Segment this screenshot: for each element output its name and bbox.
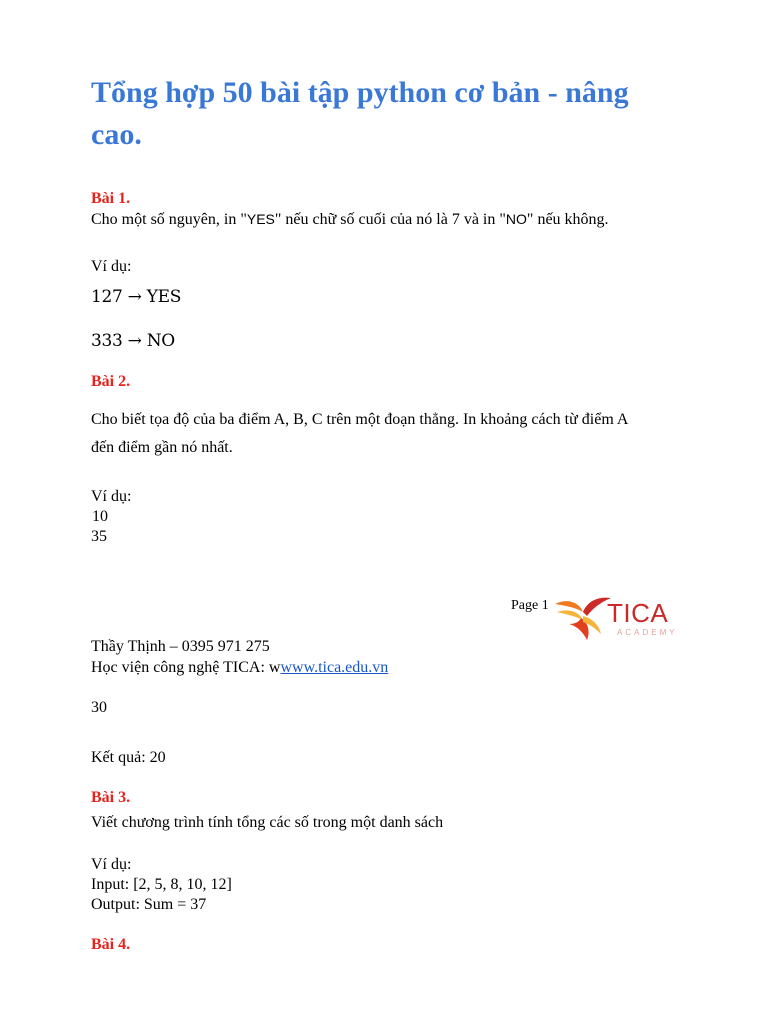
exercise-1-example-2: 333 → NO xyxy=(91,331,175,351)
exercise-2-heading: Bài 2. xyxy=(91,373,131,390)
school-prefix: Học viện công nghệ TICA: w xyxy=(91,659,281,676)
exercise-2-result: Kết quả: 20 xyxy=(91,749,166,766)
exercise-1-no-word: NO xyxy=(505,211,527,227)
exercise-1-example-1: 127 → YES xyxy=(91,287,182,307)
document-title-line-1: Tổng hợp 50 bài tập python cơ bản - nâng xyxy=(91,76,629,109)
exercise-1-heading: Bài 1. xyxy=(91,190,131,207)
exercise-4-heading: Bài 4. xyxy=(91,936,131,953)
exercise-1-yes-word: YES xyxy=(246,211,275,227)
logo-subtext: ACADEMY xyxy=(617,628,678,637)
exercise-1-text xyxy=(91,209,609,230)
exercise-3-heading: Bài 3. xyxy=(91,789,131,806)
author-line: Thầy Thịnh – 0395 971 275 xyxy=(91,638,270,655)
document-title-line-2: cao. xyxy=(91,118,142,151)
exercise-2-input-1: 10 xyxy=(92,508,108,525)
exercise-2-example-label: Ví dụ: xyxy=(91,488,132,505)
exercise-2-text-line-2: đến điểm gần nó nhất. xyxy=(91,439,233,456)
exercise-1-text-c: " nếu không. xyxy=(526,211,609,228)
tica-academy-logo xyxy=(553,594,678,642)
exercise-2-input-3: 30 xyxy=(91,699,107,716)
exercise-1-text-a: Cho một số nguyên, in " xyxy=(91,211,247,228)
exercise-3-input: Input: [2, 5, 8, 10, 12] xyxy=(91,876,232,893)
exercise-1-example-label: Ví dụ: xyxy=(91,258,132,275)
school-website-link[interactable]: www.tica.edu.vn xyxy=(280,659,389,676)
exercise-3-text: Viết chương trình tính tổng các số trong một danh sách xyxy=(91,814,444,831)
exercise-2-input-2: 35 xyxy=(91,528,107,545)
page-number: Page 1 xyxy=(511,598,549,613)
exercise-2-text-line-1: Cho biết tọa độ của ba điểm A, B, C trên một đoạn thẳng. In khoảng cách từ điểm A xyxy=(91,411,629,428)
phoenix-logo-icon xyxy=(553,594,613,642)
exercise-3-output: Output: Sum = 37 xyxy=(91,896,207,913)
school-line xyxy=(91,658,388,678)
logo-text: TICA xyxy=(607,598,669,628)
exercise-3-example-label: Ví dụ: xyxy=(91,856,132,873)
exercise-1-text-b: " nếu chữ số cuối của nó là 7 và in " xyxy=(274,211,506,228)
